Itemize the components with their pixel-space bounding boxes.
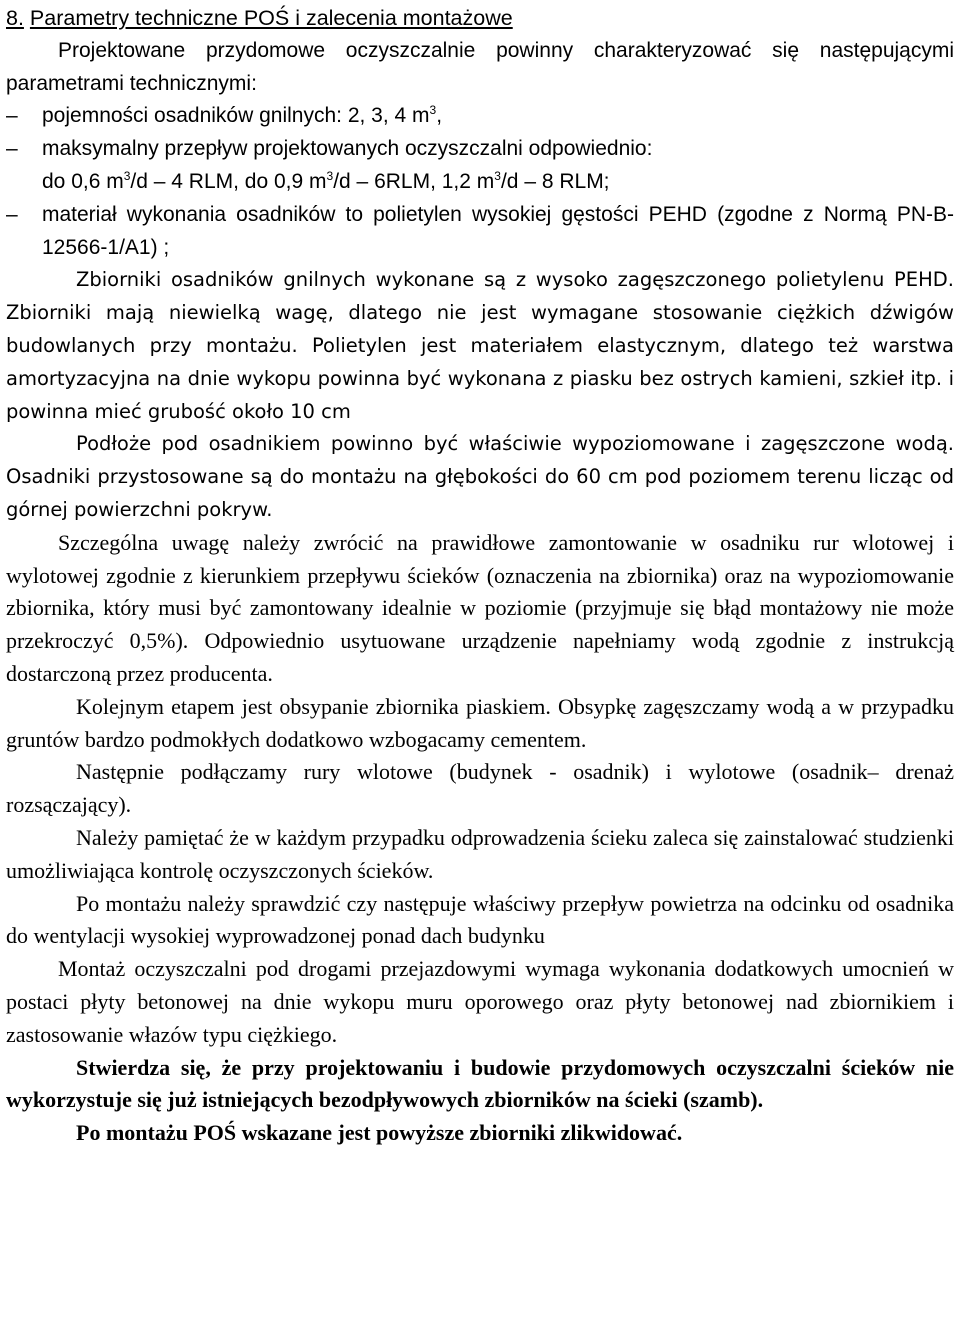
backfill-sentence-1: Kolejnym etapem jest obsypanie zbiornika piaskiem.: [76, 693, 551, 719]
bullet-tank-capacity-text: pojemności osadników gnilnych: 2, 3, 4 m: [42, 104, 430, 128]
paragraph-wells: Należy pamiętać że w każdym przypadku odprowadzenia ścieku zaleca się zainstalować studzienki umożliwiająca kontrolę oczyszczonych ścieków.: [6, 824, 954, 883]
paragraph-roads: Montaż oczyszczalni pod drogami przejazdowymi wymaga wykonania dodatkowych umocnień w postaci płyty betonowej na dnie wykopu muru oporowego oraz płyty betonowej nad zbiornikiem i zastosowanie włazów typu ciężkiego.: [6, 956, 954, 1047]
superscript: 3: [429, 103, 437, 118]
bullet-max-flow: [6, 133, 954, 166]
flow-value-3: /d – 6RLM, 1,2 m: [333, 169, 495, 193]
paragraph-special-attention: [6, 527, 954, 691]
paragraph-final-bold: Po montażu POŚ wskazane jest powyższe zbiorniki zlikwidować.: [76, 1120, 683, 1146]
bullet-max-flow-values: [6, 166, 954, 199]
superscript: 3: [326, 168, 334, 183]
superscript: 3: [123, 168, 131, 183]
bullet-material-text: materiał wykonania osadników to polietylen wysokiej gęstości PEHD (zgodne z Normą PN-B-12566-1/A1) ;: [42, 202, 954, 259]
bullet-dash: –: [6, 137, 18, 161]
section-title: Parametry techniczne POŚ i zalecenia montażowe: [29, 6, 513, 30]
paragraph-tanks: [6, 264, 954, 428]
tanks-sentence-2: Zbiorniki mają niewielką wagę, dlatego nie jest wymagane stosowanie ciężkich dźwigów budowlanych przy montażu.: [6, 301, 954, 357]
flow-value-4: /d – 8 RLM;: [500, 169, 610, 193]
paragraph-backfill: [6, 691, 954, 757]
section-number: 8.: [6, 6, 24, 30]
paragraph-air-flow: Po montażu należy sprawdzić czy następuje właściwy przepływ powietrza na odcinku od osadnika do wentylacji wysokiej wyprowadzonej ponad dach budynku: [6, 890, 954, 949]
paragraph-conclusion-bold: Stwierdza się, że przy projektowaniu i budowie przydomowych oczyszczalni ścieków nie wykorzystuje się już istniejących bezodpływowych zbiorników na ścieki (szamb).: [6, 1054, 954, 1113]
backfill-sentence-2: Obsypkę zagęszczamy wodą a w przypadku gruntów bardzo podmokłych dodatkowo wzbogacamy cementem.: [6, 693, 954, 752]
tanks-sentence-4: i powinna mieć grubość około 10 cm: [6, 366, 954, 423]
bullet-max-flow-text: maksymalny przepływ projektowanych oczyszczalni odpowiednio:: [42, 137, 653, 161]
base-sentence-1: Podłoże pod osadnikiem powinno być właściwie wypoziomowane i zagęszczone wodą.: [76, 432, 954, 456]
flow-value-2: /d – 4 RLM, do 0,9 m: [130, 169, 327, 193]
superscript: 3: [494, 168, 501, 183]
bullet-dash: –: [6, 104, 18, 128]
paragraph-base: [6, 428, 954, 526]
special-sentence-1: Szczególna uwagę należy zwrócić na prawidłowe zamontowanie w osadniku rur wlotowej i wylotowej zgodnie z kierunkiem przepływu ścieków (oznaczenia na zbiornika) oraz na wypoziomowanie zbiornika, który musi być zamontowany idealnie w poziomie (przyjmuje się błąd montażowy nie może przekroczyć 0,5%).: [6, 529, 954, 654]
bullet-tank-capacity-end: ,: [436, 104, 443, 128]
paragraph-pipes: Następnie podłączamy rury wlotowe (budynek - osadnik) i wylotowe (osadnik– drenaż rozsączający).: [6, 759, 954, 818]
special-sentence-2: Odpowiednio usytuowane urządzenie napełniamy wodą zgodnie z instrukcją dostarczoną przez producenta.: [6, 628, 955, 686]
bullet-tank-capacity: [6, 100, 954, 133]
section-heading: [6, 2, 954, 35]
bullet-dash: –: [6, 202, 18, 226]
tanks-sentence-3: Polietylen jest materiałem elastycznym, dlatego też warstwa amortyzacyjna na dnie wykopu powinna być wykonana z piasku bez ostrych kamieni, szkieł itp.: [6, 333, 954, 390]
bullet-material: [6, 199, 954, 265]
tanks-sentence-1: Zbiorniki osadników gnilnych wykonane są z wysoko zagęszczonego polietylenu PEHD.: [76, 268, 954, 292]
base-sentence-2: Osadniki przystosowane są do montażu na głębokości do 60 cm pod poziomem terenu licząc od górnej powierzchni pokryw.: [6, 465, 954, 521]
intro-paragraph: Projektowane przydomowe oczyszczalnie powinny charakteryzować się następującymi parametrami technicznymi:: [6, 38, 954, 95]
flow-value-1: do 0,6 m: [42, 169, 124, 193]
